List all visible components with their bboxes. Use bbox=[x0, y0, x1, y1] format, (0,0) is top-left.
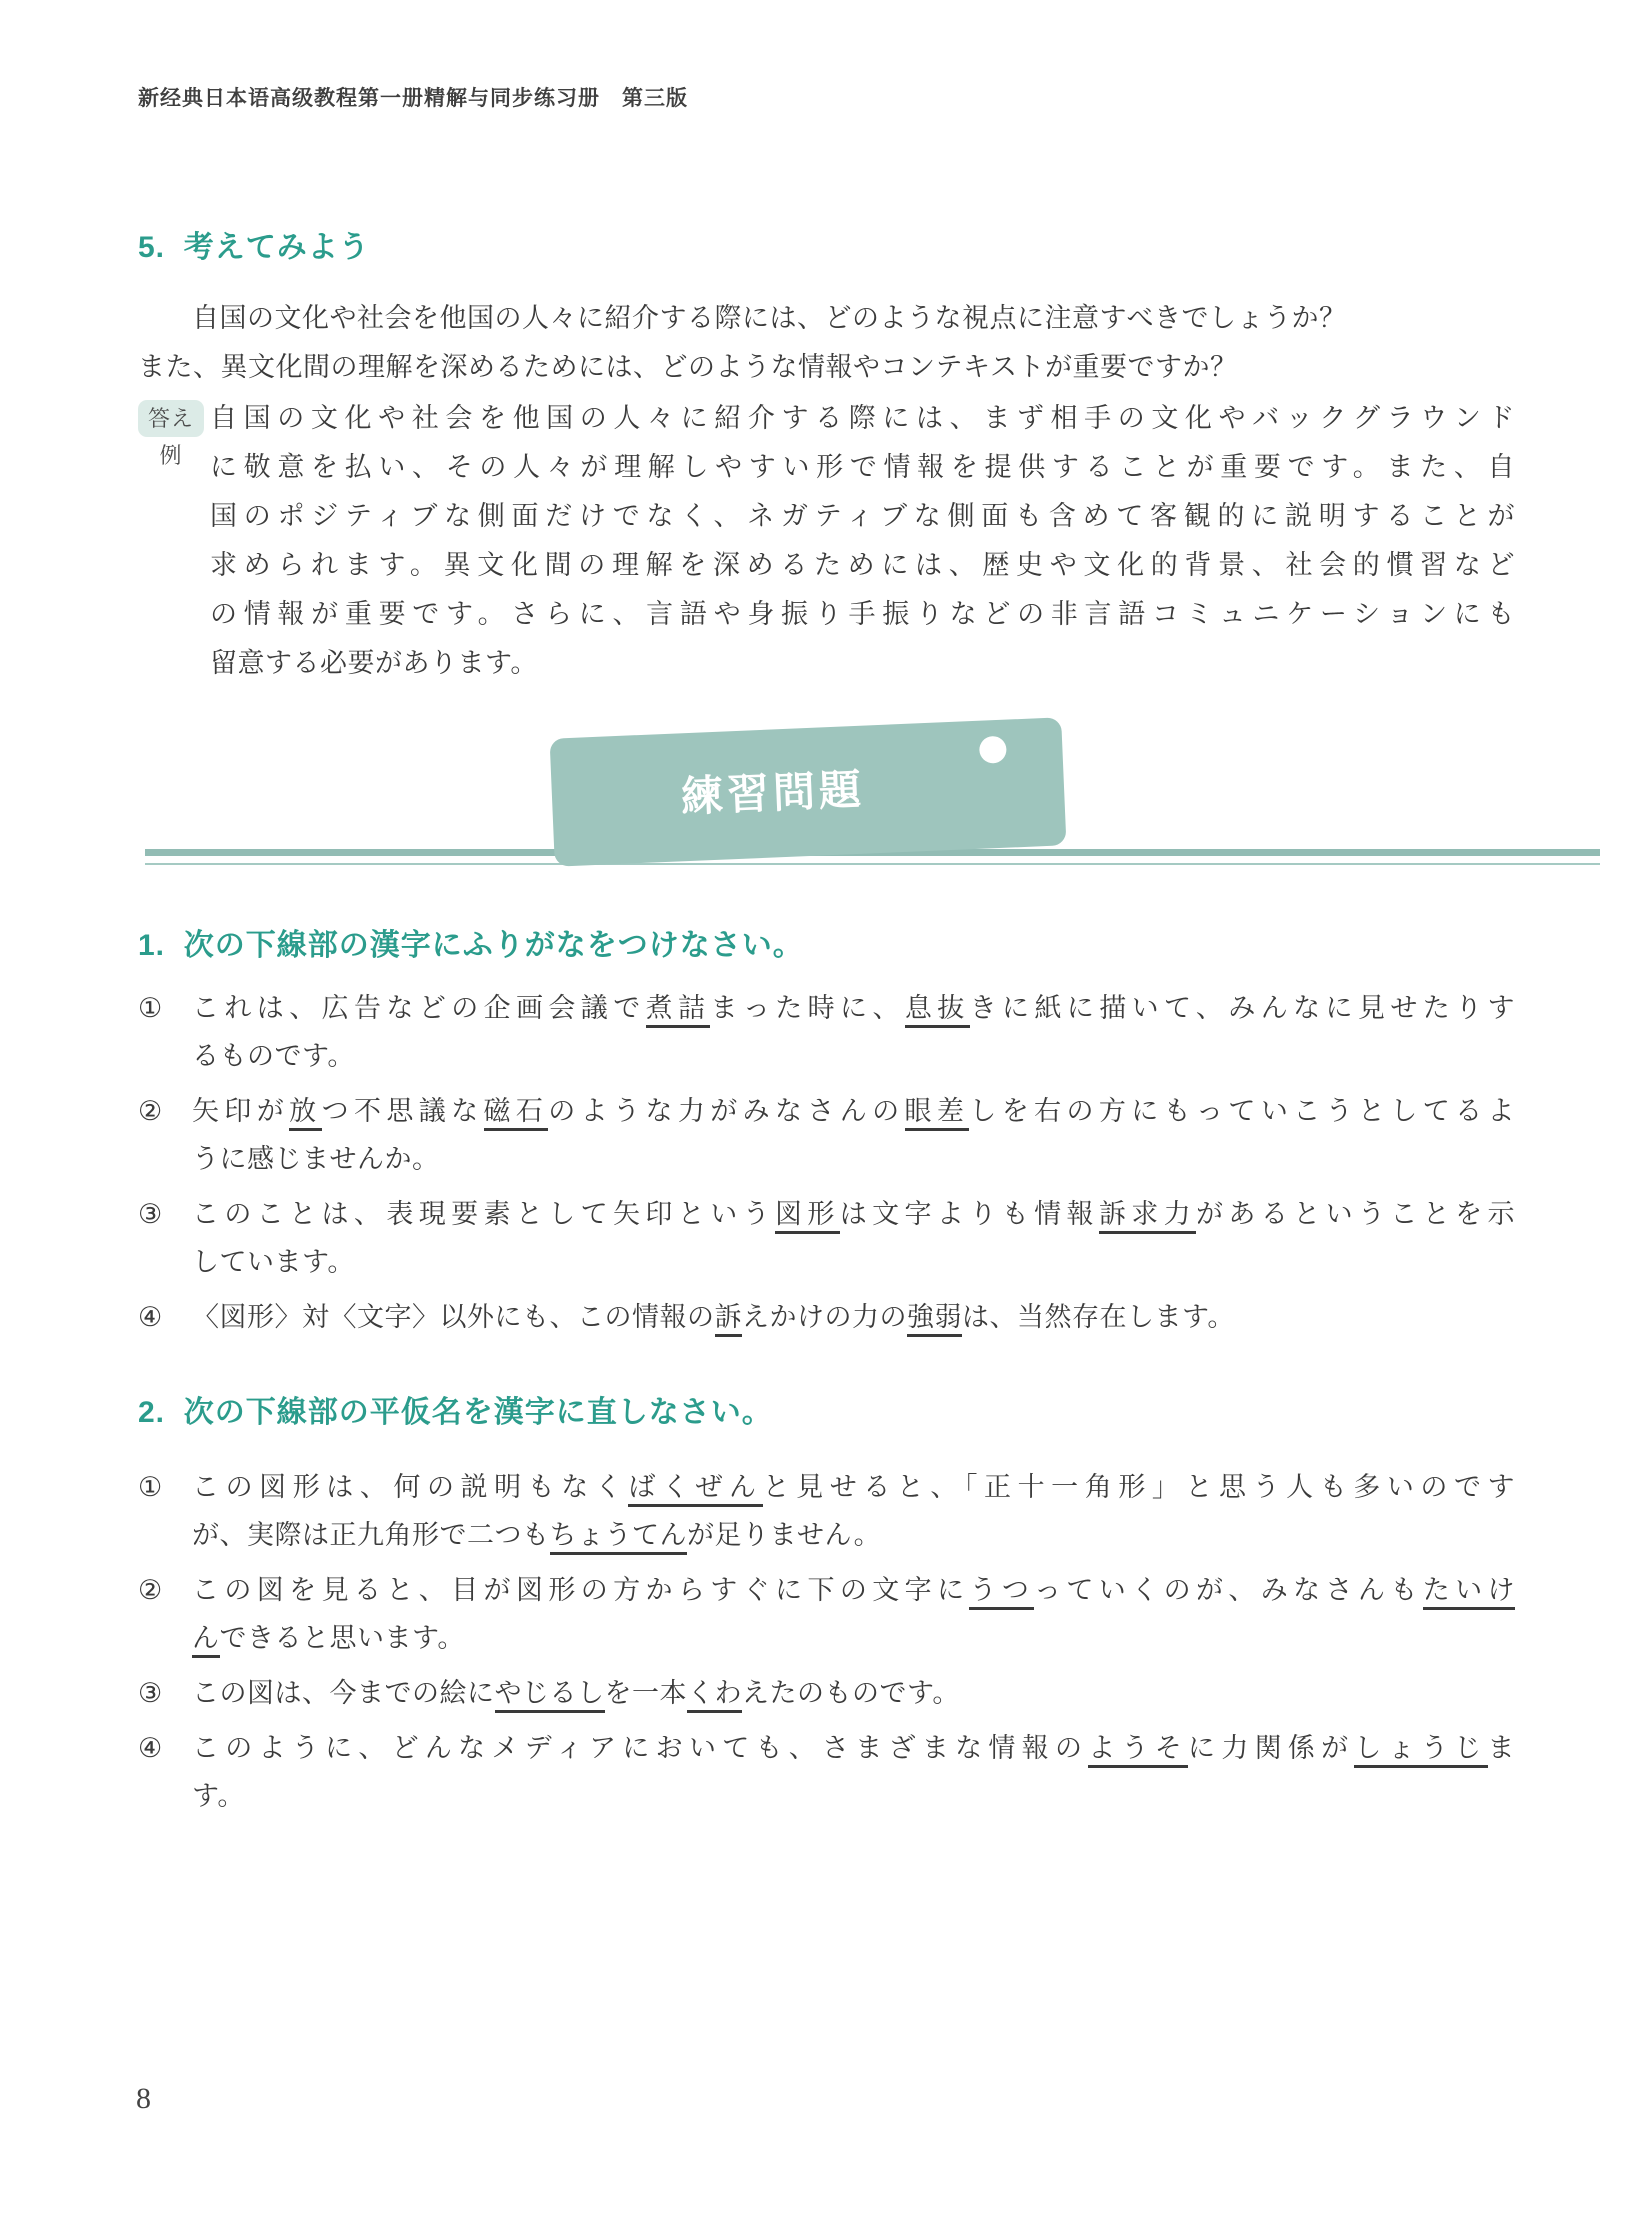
item-text bbox=[192, 1724, 1515, 1820]
item-text bbox=[192, 1669, 1515, 1717]
item-line bbox=[192, 1032, 1515, 1080]
answer-line: の情報が重要です。さらに、言語や身振り手振りなどの非言語コミュニケーションにも bbox=[210, 599, 1515, 629]
text-segment: このことは、表現要素として矢印という bbox=[192, 1199, 775, 1229]
item-line bbox=[192, 1135, 1515, 1183]
text-segment: 矢印が bbox=[192, 1096, 290, 1126]
answer-line: 求められます。異文化間の理解を深めるためには、歴史や文化的背景、社会的慣習など bbox=[210, 550, 1515, 580]
item-number: ① bbox=[138, 993, 163, 1023]
exercise-items-0 bbox=[138, 984, 1515, 1348]
text-segment: のような力がみなさんの bbox=[548, 1096, 905, 1126]
text-segment: 〈図形〉対〈文字〉以外にも、この情報の bbox=[192, 1302, 715, 1332]
item-number: ② bbox=[138, 1575, 163, 1605]
text-segment: に力関係が bbox=[1188, 1733, 1355, 1763]
text-segment: これは、広告などの企画会議で bbox=[192, 993, 646, 1023]
question-paragraph bbox=[138, 294, 1515, 392]
text-segment: まった時に、 bbox=[710, 993, 905, 1023]
item-number: ① bbox=[138, 1472, 163, 1502]
text-segment: えたのものです。 bbox=[742, 1678, 960, 1708]
exercise-item bbox=[138, 1293, 1515, 1341]
exercise-item bbox=[138, 1087, 1515, 1183]
item-line bbox=[192, 984, 1515, 1032]
answer-line: 国のポジティブな側面だけでなく、ネガティブな側面も含めて客観的に説明することが bbox=[210, 501, 1515, 531]
section-5-title: 5. 考えてみよう bbox=[138, 231, 370, 264]
underlined-term: 煮詰 bbox=[646, 993, 711, 1028]
underlined-term: 眼差 bbox=[905, 1096, 970, 1131]
underlined-term: 放 bbox=[289, 1096, 321, 1131]
book-title-header: 新经典日本语高级教程第一册精解与同步练习册 第三版 bbox=[138, 87, 688, 110]
text-segment: は文字よりも情報 bbox=[839, 1199, 1099, 1229]
item-number: ④ bbox=[138, 1733, 163, 1763]
text-segment: を一本 bbox=[604, 1678, 687, 1708]
page-number: 8 bbox=[136, 2082, 151, 2115]
item-number: ② bbox=[138, 1096, 163, 1126]
exercise-item bbox=[138, 1566, 1515, 1662]
underlined-term: 訴 bbox=[715, 1302, 743, 1337]
item-text bbox=[192, 1566, 1515, 1662]
text-segment: が、実際は正九角形で二つも bbox=[192, 1520, 550, 1550]
answer-line: に敬意を払い、その人々が理解しやすい形で情報を提供することが重要です。また、自 bbox=[210, 452, 1515, 482]
text-segment: この図形は、何の説明もなく bbox=[192, 1472, 629, 1502]
item-text bbox=[192, 1463, 1515, 1559]
text-segment: しを右の方にもっていこうとしてるよ bbox=[969, 1096, 1516, 1126]
item-line bbox=[192, 1772, 1515, 1820]
item-line bbox=[192, 1566, 1515, 1614]
item-line bbox=[192, 1724, 1515, 1772]
underlined-term: ばくぜん bbox=[628, 1472, 762, 1507]
exercise-item bbox=[138, 1190, 1515, 1286]
text-segment: があるということを示 bbox=[1196, 1199, 1516, 1229]
text-segment: が足りません。 bbox=[687, 1520, 882, 1550]
text-segment: できると思います。 bbox=[219, 1623, 465, 1653]
item-line bbox=[192, 1463, 1515, 1511]
exercise-2-title: 2. 次の下線部の平仮名を漢字に直しなさい。 bbox=[138, 1396, 773, 1429]
item-number: ④ bbox=[138, 1302, 163, 1332]
answer-line: 留意する必要があります。 bbox=[210, 648, 538, 678]
item-line bbox=[192, 1669, 1515, 1717]
item-text bbox=[192, 1293, 1515, 1341]
answer-line: 自国の文化や社会を他国の人々に紹介する際には、まず相手の文化やバックグラウンド bbox=[210, 403, 1515, 433]
item-line bbox=[192, 1087, 1515, 1135]
text-segment: つ不思議な bbox=[321, 1096, 484, 1126]
item-number: ③ bbox=[138, 1678, 163, 1708]
item-line bbox=[192, 1511, 1515, 1559]
text-segment: ま bbox=[1487, 1733, 1516, 1763]
item-text bbox=[192, 1087, 1515, 1183]
text-segment: きに紙に描いて、みんなに見せたりす bbox=[969, 993, 1516, 1023]
exercise-1-title: 1. 次の下線部の漢字にふりがなをつけなさい。 bbox=[138, 929, 804, 962]
exercise-items-1 bbox=[138, 1463, 1515, 1827]
underlined-term: ちょうてん bbox=[550, 1520, 688, 1555]
item-line bbox=[192, 1293, 1515, 1341]
text-segment: っていくのが、みなさんも bbox=[1034, 1575, 1423, 1605]
underlined-term: 訴求力 bbox=[1099, 1199, 1196, 1234]
underlined-term: 息抜 bbox=[905, 993, 970, 1028]
exercise-item bbox=[138, 1463, 1515, 1559]
question-line: また、異文化間の理解を深めるためには、どのような情報やコンテキストが重要ですか？ bbox=[138, 352, 1238, 382]
exercise-item bbox=[138, 1669, 1515, 1717]
underlined-term: 図形 bbox=[775, 1199, 840, 1234]
underlined-term: たいけ bbox=[1423, 1575, 1515, 1610]
answer-block bbox=[138, 394, 1515, 688]
exercise-item bbox=[138, 1724, 1515, 1820]
text-segment: は、当然存在します。 bbox=[962, 1302, 1235, 1332]
text-segment: このように、どんなメディアにおいても、さまざまな情報の bbox=[192, 1733, 1089, 1763]
underlined-term: ようそ bbox=[1088, 1733, 1188, 1768]
underlined-term: くわ bbox=[687, 1678, 742, 1713]
item-line bbox=[192, 1190, 1515, 1238]
punch-hole-icon bbox=[979, 736, 1007, 764]
item-number: ③ bbox=[138, 1199, 163, 1229]
practice-problems-banner bbox=[550, 717, 1067, 866]
item-line bbox=[192, 1238, 1515, 1286]
underlined-term: 磁石 bbox=[484, 1096, 549, 1131]
item-line bbox=[192, 1614, 1515, 1662]
text-segment: うに感じませんか。 bbox=[192, 1144, 440, 1174]
text-segment: す。 bbox=[192, 1781, 245, 1811]
text-segment: と見せると、「正十一角形」と思う人も多いのです bbox=[762, 1472, 1516, 1502]
exercise-item bbox=[138, 984, 1515, 1080]
practice-problems-banner-label: 練習問題 bbox=[680, 765, 866, 821]
answer-example-label: 答え例 bbox=[138, 400, 204, 437]
text-segment: この図を見ると、目が図形の方からすぐに下の文字に bbox=[192, 1575, 970, 1605]
underlined-term: やじるし bbox=[495, 1678, 605, 1713]
underlined-term: 強弱 bbox=[907, 1302, 962, 1337]
underlined-term: ん bbox=[192, 1623, 220, 1658]
question-line: 自国の文化や社会を他国の人々に紹介する際には、どのような視点に注意すべきでしょうか？ bbox=[192, 303, 1347, 333]
text-segment: しています。 bbox=[192, 1247, 355, 1277]
item-text bbox=[192, 1190, 1515, 1286]
text-segment: るものです。 bbox=[192, 1041, 355, 1071]
answer-text bbox=[210, 394, 1515, 688]
item-text bbox=[192, 984, 1515, 1080]
underlined-term: しょうじ bbox=[1354, 1733, 1487, 1768]
text-segment: この図は、今までの絵に bbox=[192, 1678, 495, 1708]
underlined-term: うつ bbox=[969, 1575, 1034, 1610]
text-segment: えかけの力の bbox=[742, 1302, 907, 1332]
divider-rule-thin bbox=[145, 863, 1600, 865]
